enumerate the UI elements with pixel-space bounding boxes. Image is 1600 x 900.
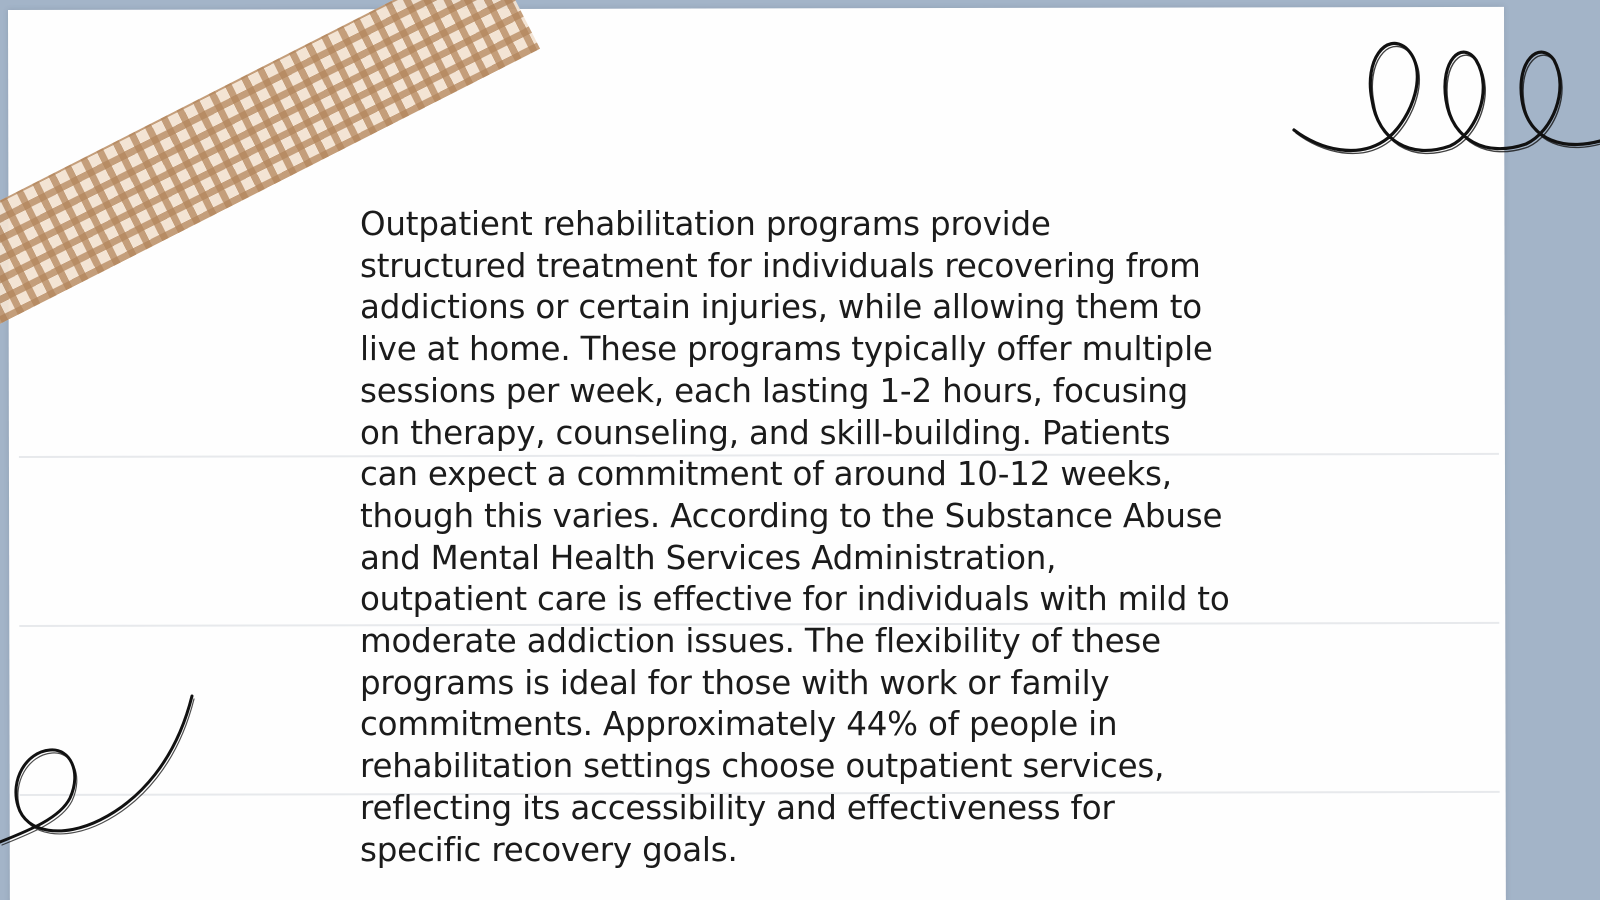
paragraph-line: Outpatient rehabilitation programs provide — [360, 205, 1051, 243]
paragraph-line: structured treatment for individuals recovering from — [360, 246, 1201, 285]
paragraph-line: rehabilitation settings choose outpatient services, — [360, 747, 1165, 786]
paragraph-line: addictions or certain injuries, while allowing them to — [360, 288, 1202, 327]
paragraph-line: can expect a commitment of around 10-12 weeks, — [360, 455, 1172, 494]
paragraph-line: live at home. These programs typically offer multiple — [360, 330, 1213, 369]
paragraph-line: though this varies. According to the Substance Abuse — [360, 496, 1223, 535]
paragraph-line: sessions per week, each lasting 1-2 hours, focusing — [360, 371, 1189, 410]
paragraph-line: moderate addiction issues. The flexibility of these — [360, 622, 1161, 661]
paragraph-line: reflecting its accessibility and effectiveness for — [360, 788, 1115, 827]
paragraph-line: commitments. Approximately 44% of people in — [360, 705, 1118, 744]
paragraph-line: outpatient care is effective for individuals with mild to — [360, 580, 1230, 619]
paragraph-line: and Mental Health Services Administration, — [360, 538, 1057, 577]
looped-squiggle-icon — [1280, 30, 1600, 170]
paragraph-line: specific recovery goals. — [360, 830, 738, 869]
body-paragraph — [360, 204, 1260, 871]
paragraph-line: programs is ideal for those with work or family — [360, 663, 1110, 702]
paragraph-line: on therapy, counseling, and skill-building. Patients — [360, 413, 1171, 452]
curl-swirl-icon — [0, 690, 210, 850]
